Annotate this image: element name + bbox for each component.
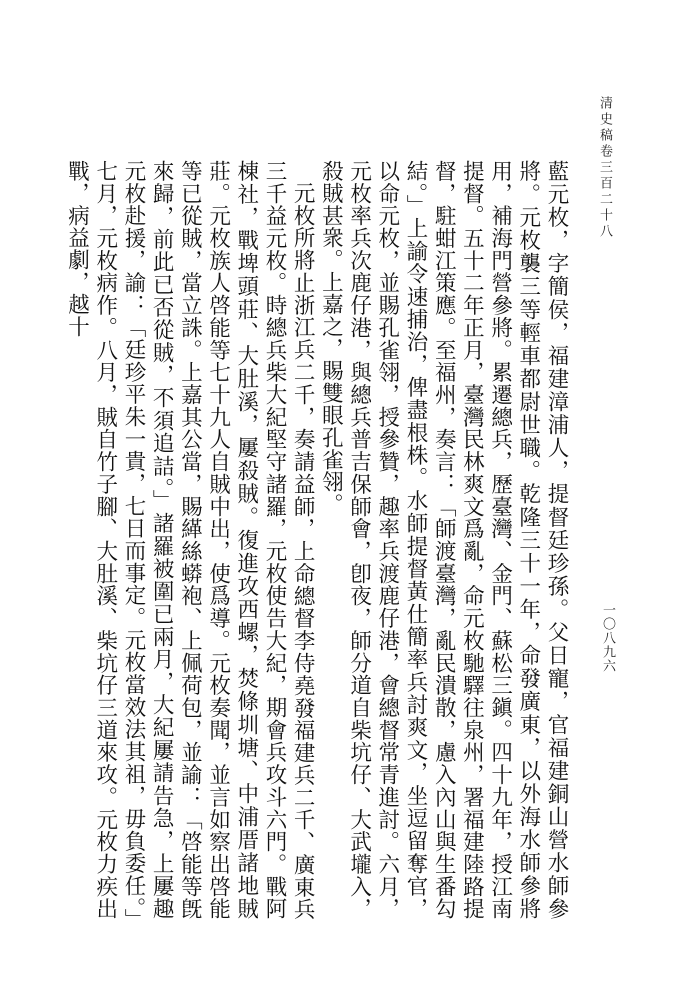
book-title-header: 清史稿卷三百二十八 [597, 96, 612, 240]
body-text [64, 160, 570, 920]
page-number: 一〇八九六 [600, 603, 615, 673]
paragraph-1: 藍元枚，字簡侯，福建漳浦人，提督廷珍孫。父日寵，官福建銅山營水師參將。元枚襲三等輕車都尉世職。乾隆三十一年，命發廣東，以外海水師參將用，補海門營參將。累遷總兵，歷臺灣、金門、蘇松三鎭。四十九年，授江南提督。五十二年正月，臺灣民林爽文爲亂，命元枚馳驛往泉州，署福建陸路提督，駐蚶江策應。至福州，奏言：「師渡臺灣，亂民潰散，慮入內山與生番勾結。」上諭令速捕治，俾盡根株。水師提督黃仕簡率兵討爽文，坐逗留奪官，以命元枚，並賜孔雀翎，授參贊，趣率兵渡鹿仔港，會總督常青進討。六月，元枚率兵次鹿仔港，與總兵普吉保師會，卽夜，師分道自柴坑仔、大武壠入，殺賊甚衆。上嘉之，賜雙眼孔雀翎。 [318, 160, 569, 920]
paragraph-2: 元枚所將止浙江兵二千，奏請益師，上命總督李侍堯發福建兵二千、廣東兵三千益元枚。時總兵柴大紀堅守諸羅，元枚使告大紀，期會兵攻斗六門。戰阿棟社，戰埤頭莊、大肚溪，屢殺賊。復進攻西螺，焚條圳塘、中浦厝諸地賊莊。元枚族人啓能等七十九人自賊中出，使爲導。元枚奏聞，並言如察出啓能等已從賊，當立誅。上嘉其公當，賜緙絲蟒袍、上佩荷包，並諭：「啓能等旣來歸，前此已否從賊，不須追詰。」諸羅被圍已兩月，大紀屢請告急，上屢趣元枚赴援，諭：「廷珍平朱一貴，七日而事定。元枚當效法其祖，毋負委任。」七月，元枚病作。八月，賊自竹子腳、大肚溪、柴坑仔三道來攻。元枚力疾出戰，病益劇，越十 [64, 160, 316, 920]
